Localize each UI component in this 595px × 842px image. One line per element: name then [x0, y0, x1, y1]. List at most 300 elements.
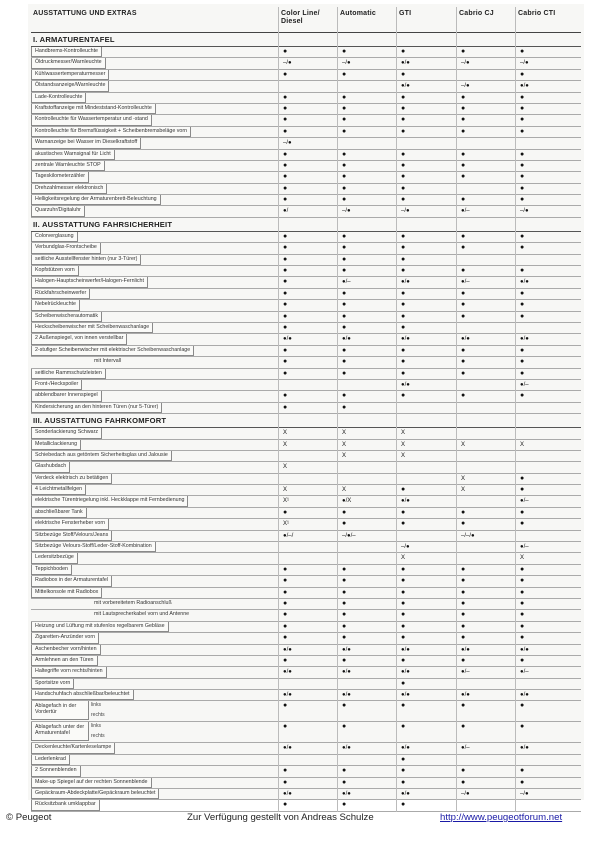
table-row [31, 346, 581, 357]
table-row [31, 800, 581, 811]
cell-value: ● [401, 358, 406, 366]
cell-value: ● [401, 232, 406, 240]
cell-value: ● [401, 486, 406, 494]
cell-value: ●/● [520, 646, 529, 653]
table-row [31, 485, 581, 496]
cell-value: ● [401, 508, 406, 516]
row-label: Helligkeitsregelung der Armaturenbrett-Beleuchtung [31, 195, 161, 205]
cell-value: ●/– [520, 544, 529, 551]
table-row [31, 576, 581, 587]
cell-value: ● [461, 588, 466, 596]
cell-value: ● [283, 150, 288, 158]
cell-value: ●/● [283, 336, 292, 343]
cell-value: –/● [461, 83, 470, 90]
cell-value: ●/● [461, 692, 470, 699]
row-label: Colorverglasung [31, 232, 78, 242]
cell-value: ● [342, 104, 347, 112]
cell-value: ● [401, 104, 406, 112]
cell-value: ●/● [401, 692, 410, 699]
cell-value: ● [401, 48, 406, 55]
cell-value: ● [401, 588, 406, 596]
cell-value: ● [342, 346, 347, 354]
cell-value: X [461, 487, 466, 494]
cell-value: –/● [401, 544, 410, 551]
table-row [31, 127, 581, 138]
cell-value: ● [342, 173, 347, 181]
cell-value: –/●/– [342, 532, 356, 539]
table-row [31, 701, 581, 722]
cell-value: ● [401, 634, 406, 642]
cell-value: ●/● [342, 669, 351, 676]
cell-value: –/● [342, 208, 351, 215]
cell-value: ● [401, 778, 406, 786]
cell-value: –/● [342, 60, 351, 67]
table-row [31, 289, 581, 300]
cell-value: X [520, 441, 525, 448]
row-label: Sportsitze vorn [31, 679, 74, 689]
cell-value: X [401, 430, 406, 437]
cell-value: ● [461, 301, 466, 309]
cell-value: X [283, 464, 288, 471]
cell-value: ●/● [401, 60, 410, 67]
row-label: Tageskilometerzähler [31, 172, 89, 182]
table-row [31, 150, 581, 161]
cell-value: ● [461, 767, 466, 775]
cell-value: ●/● [342, 745, 351, 752]
cell-value: ● [401, 565, 406, 573]
table-row [31, 553, 581, 564]
cell-value: ● [342, 634, 347, 642]
cell-value: ●/– [520, 669, 529, 676]
cell-value: ● [461, 93, 466, 101]
cell-value: ● [520, 184, 525, 192]
cell-value: ● [461, 104, 466, 112]
table-row [31, 93, 581, 104]
cell-value: ● [461, 599, 466, 607]
cell-value: ● [401, 346, 406, 354]
row-label: 2 Sonnenblenden [31, 766, 81, 776]
cell-value: ● [520, 520, 525, 528]
row-label: zentrale Warnleuchte STOP [31, 161, 105, 171]
cell-value: ● [342, 70, 347, 78]
row-label: Schiebedach aus getöntem Sicherheitsglas und Jalousie [31, 451, 172, 461]
cell-value: ● [520, 565, 525, 573]
table-row [31, 172, 581, 183]
cell-value: ●/– [461, 669, 470, 676]
cell-value: ● [283, 255, 288, 263]
row-label: Rücksitzbank umklappbar [31, 800, 100, 810]
row-label: 4 Leichtmetallfelgen [31, 485, 86, 495]
cell-value: ● [461, 116, 466, 124]
cell-value: ● [342, 323, 347, 331]
column-header-cabrio-cj: Cabrio CJ [459, 10, 494, 17]
row-label: elektrische Türentriegelung inkl. Heckklappe mit Fernbedienung [31, 496, 188, 506]
row-label: Handschuhfach abschließbar/beleuchtet [31, 690, 134, 700]
cell-value: ●/● [342, 692, 351, 699]
cell-value: ● [520, 196, 525, 204]
cell-value: ● [461, 520, 466, 528]
cell-value: ● [520, 392, 525, 400]
cell-value: ●/● [401, 498, 410, 505]
cell-value: –/● [283, 60, 292, 67]
cell-value: ● [520, 289, 525, 297]
cell-value: ●/● [461, 646, 470, 653]
cell-value: ● [520, 116, 525, 124]
cell-value: ● [401, 312, 406, 320]
row-label: Verdeck elektrisch zu betätigen [31, 474, 112, 484]
cell-value: ●/● [342, 646, 351, 653]
table-row [31, 312, 581, 323]
row-label: Sonderlackierung Schwarz [31, 428, 102, 438]
cell-value: ● [401, 127, 406, 135]
row-label: seitliche Ausstellfenster hinten (nur 3-Türer) [31, 255, 141, 265]
cell-value: ● [461, 173, 466, 181]
cell-value: ● [520, 611, 525, 619]
row-label: Öldruckmesser/Warnleuchte [31, 58, 106, 68]
cell-value: ● [283, 358, 288, 366]
cell-value: ●/– [461, 745, 470, 752]
table-row [31, 766, 581, 777]
table-row [31, 679, 581, 690]
cell-value: ● [520, 778, 525, 786]
table-row [31, 138, 581, 149]
forum-link[interactable]: http://www.peugeotforum.net [440, 812, 563, 823]
table-row [31, 206, 581, 217]
cell-value: ● [401, 702, 406, 710]
cell-value: ● [283, 267, 288, 275]
cell-value: ● [342, 48, 347, 55]
cell-value: ● [461, 346, 466, 354]
cell-value: ● [520, 723, 525, 731]
cell-value: ● [342, 127, 347, 135]
table-row [31, 255, 581, 266]
row-label: Heckscheibenwischer mit Scheibenwaschanlage [31, 323, 153, 333]
cell-value: ● [342, 358, 347, 366]
row-label: Make-up Spiegel auf der rechten Sonnenblende [31, 778, 152, 788]
cell-value: ● [283, 184, 288, 192]
cell-value: ● [283, 244, 288, 252]
row-label: elektrische Fensterheber vorn [31, 519, 109, 529]
column-divider [456, 7, 457, 812]
cell-value: ● [283, 196, 288, 204]
cell-value: –/● [461, 60, 470, 67]
cell-value: ● [520, 702, 525, 710]
cell-value: ●/– [461, 208, 470, 215]
cell-value: ● [342, 702, 347, 710]
table-row [31, 531, 581, 542]
table-row [31, 243, 581, 254]
table-row [31, 70, 581, 81]
table-row [31, 380, 581, 391]
table-row [31, 496, 581, 507]
cell-value: ● [520, 244, 525, 252]
section-heading [31, 33, 581, 47]
row-sublabel: links [91, 723, 102, 730]
row-label: Halogen-Hauptscheinwerfer/Halogen-Fernlicht [31, 277, 148, 287]
cell-value: –/● [461, 791, 470, 798]
cell-value: ● [401, 369, 406, 377]
cell-value: ● [342, 312, 347, 320]
cell-value: ● [461, 778, 466, 786]
row-label: Teppichboden [31, 565, 72, 575]
row-label: Ablagefach in der Vordertür [31, 701, 89, 720]
cell-value: ● [342, 255, 347, 263]
copyright-text: © Peugeot [6, 812, 52, 823]
cell-value: ● [283, 70, 288, 78]
cell-value: –/● [283, 140, 292, 147]
cell-value: ● [283, 232, 288, 240]
table-row [31, 161, 581, 172]
cell-value: ● [461, 312, 466, 320]
cell-value: ● [520, 599, 525, 607]
cell-value: ● [342, 577, 347, 585]
cell-value: ● [520, 127, 525, 135]
cell-value: ● [342, 392, 347, 400]
column-header-automatic: Automatic [340, 10, 377, 17]
cell-value: ●/● [401, 745, 410, 752]
cell-value: ● [520, 474, 525, 482]
table-row [31, 633, 581, 644]
row-label: Radiobox in der Armaturentafel [31, 576, 112, 586]
cell-value: ● [461, 150, 466, 158]
row-label: Haltegriffe vorn rechts/hinten [31, 667, 107, 677]
cell-value: ● [342, 767, 347, 775]
cell-value: X¹ [283, 498, 289, 505]
row-label: seitliche Rammschutzleisten [31, 369, 106, 379]
cell-value: ● [520, 588, 525, 596]
cell-value: ● [342, 369, 347, 377]
cell-value: ● [461, 634, 466, 642]
cell-value: ● [520, 656, 525, 664]
cell-value: ● [401, 323, 406, 331]
cell-value: ● [401, 767, 406, 775]
table-row [31, 645, 581, 656]
row-label: Sitzbezüge Velours-Stoff/Leder-Stoff-Kombination [31, 542, 156, 552]
row-label: Lederlenkrad [31, 755, 70, 765]
cell-value: X [342, 430, 347, 437]
cell-value: ● [461, 577, 466, 585]
cell-value: ● [461, 244, 466, 252]
column-divider [337, 7, 338, 812]
cell-value: ●/– [461, 279, 470, 286]
cell-value: ● [283, 369, 288, 377]
table-header [31, 7, 581, 33]
table-row [31, 323, 581, 334]
cell-value: ● [461, 232, 466, 240]
table-row [31, 656, 581, 667]
cell-value: ● [520, 48, 525, 55]
row-label: Nebelrückleuchte [31, 300, 80, 310]
cell-value: ● [401, 196, 406, 204]
cell-value: ●/● [401, 83, 410, 90]
table-row [31, 778, 581, 789]
table-row [31, 440, 581, 451]
cell-value: ● [461, 392, 466, 400]
cell-value: ● [283, 127, 288, 135]
cell-value: –/● [520, 60, 529, 67]
cell-value: ● [461, 161, 466, 169]
table-row [31, 743, 581, 754]
row-label: mit Lautsprecherkabel vorn und Antenne [94, 611, 190, 618]
cell-value: ●/● [342, 791, 351, 798]
cell-value: ● [461, 358, 466, 366]
cell-value: ● [401, 520, 406, 528]
cell-value: ● [401, 723, 406, 731]
table-row [31, 474, 581, 485]
row-label: Kühlwassertemperaturmesser [31, 70, 109, 80]
cell-value: ●/● [283, 646, 292, 653]
table-row [31, 115, 581, 126]
cell-value: ● [401, 577, 406, 585]
table-row [31, 667, 581, 678]
cell-value: ● [520, 161, 525, 169]
cell-value: ●/● [401, 336, 410, 343]
cell-value: ●/● [520, 336, 529, 343]
cell-value: ● [520, 301, 525, 309]
cell-value: ●/X [342, 498, 352, 505]
cell-value: ● [520, 508, 525, 516]
cell-value: ● [401, 173, 406, 181]
cell-value: ●/● [401, 791, 410, 798]
table-row [31, 428, 581, 439]
cell-value: ● [342, 611, 347, 619]
cell-value: X [401, 441, 406, 448]
cell-value: ● [520, 93, 525, 101]
section-heading [31, 218, 581, 232]
cell-value: ● [283, 403, 288, 411]
cell-value: ● [401, 755, 406, 763]
cell-value: ●/● [283, 692, 292, 699]
cell-value: ●/● [283, 745, 292, 752]
cell-value: ●/● [401, 381, 410, 388]
cell-value: ●/– [342, 279, 351, 286]
row-label: Kontrolleuchte für Wassertemperatur und -stand [31, 115, 152, 125]
cell-value: ● [401, 70, 406, 78]
table-row [31, 622, 581, 633]
table-row [31, 722, 581, 743]
cell-value: ●/– [520, 498, 529, 505]
row-label: Ölstandsanzeige/Warnleuchte [31, 81, 109, 91]
cell-value: ● [342, 588, 347, 596]
cell-value: ●/● [520, 83, 529, 90]
row-sublabel: rechts [91, 733, 105, 740]
cell-value: ● [461, 656, 466, 664]
cell-value: ● [401, 599, 406, 607]
cell-value: ● [283, 588, 288, 596]
column-divider [515, 7, 516, 812]
table-row [31, 58, 581, 69]
cell-value: ●/● [401, 646, 410, 653]
cell-value: ●/● [401, 669, 410, 676]
cell-value: X [283, 487, 288, 494]
cell-value: ● [401, 93, 406, 101]
cell-value: ● [342, 656, 347, 664]
table-row [31, 357, 581, 368]
cell-value: ● [520, 150, 525, 158]
row-label: Kindersicherung an den hinteren Türen (nur 5-Türer) [31, 403, 162, 413]
row-label: Handbrems-Kontrolleuchte [31, 47, 102, 57]
cell-value: ● [342, 184, 347, 192]
cell-value: ● [342, 267, 347, 275]
cell-value: ● [283, 48, 288, 55]
cell-value: ● [342, 801, 347, 809]
cell-value: ● [520, 577, 525, 585]
cell-value: ● [401, 801, 406, 809]
cell-value: ● [401, 161, 406, 169]
cell-value: ● [342, 161, 347, 169]
row-label: 2 Außenspiegel, von innen verstellbar [31, 334, 127, 344]
column-header-cabrio-cti: Cabrio CTI [518, 10, 556, 17]
row-label: Sitzbezüge Stoff/Velours/Jeans [31, 531, 112, 541]
cell-value: ● [520, 173, 525, 181]
cell-value: ● [283, 565, 288, 573]
table-row [31, 755, 581, 766]
table-row [31, 232, 581, 243]
table-row [31, 508, 581, 519]
cell-value: –/–/● [461, 532, 475, 539]
cell-value: –/● [520, 208, 529, 215]
cell-value: ● [342, 232, 347, 240]
cell-value: ● [401, 150, 406, 158]
cell-value: X [401, 555, 406, 562]
table-row [31, 789, 581, 800]
row-label: Scheibenwischerautomatik [31, 312, 102, 322]
credit-text: Zur Verfügung gestellt von Andreas Schulze [187, 812, 374, 823]
cell-value: X [342, 487, 347, 494]
cell-value: ●/● [520, 279, 529, 286]
section-title: I. ARMATURENTAFEL [33, 35, 115, 44]
cell-value: ● [401, 622, 406, 630]
row-sublabel: rechts [91, 712, 105, 719]
cell-value: ● [283, 599, 288, 607]
cell-value: ●/● [283, 669, 292, 676]
row-label: Deckenleuchte/Kartenleselampe [31, 743, 115, 753]
cell-value: ● [461, 196, 466, 204]
cell-value: –/● [520, 791, 529, 798]
row-label: Armlehnen an den Türen [31, 656, 98, 666]
row-label: Kopfstützen vorn [31, 266, 79, 276]
row-label: Ledersitzbezüge [31, 553, 78, 563]
cell-value: ● [283, 278, 288, 286]
cell-value: ● [401, 184, 406, 192]
row-sublabel: links [91, 702, 102, 709]
row-label: Drehzahlmesser elektronisch [31, 184, 107, 194]
cell-value: X [283, 441, 288, 448]
cell-value: ●/ [283, 208, 289, 215]
row-label: 2-stufiger Scheibenwischer mit elektrischer Scheibenwaschanlage [31, 346, 194, 356]
cell-value: ● [461, 723, 466, 731]
cell-value: ●/–/ [283, 532, 294, 539]
cell-value: ● [520, 634, 525, 642]
row-label: Aschenbecher vorn/hinten [31, 645, 101, 655]
cell-value: ● [283, 634, 288, 642]
cell-value: ● [283, 161, 288, 169]
row-label: Mittelkonsole mit Radiobox [31, 588, 102, 598]
section-heading [31, 414, 581, 428]
cell-value: ● [461, 702, 466, 710]
section-title: II. AUSSTATTUNG FAHRSICHERHEIT [33, 219, 173, 229]
cell-value: ●/● [520, 692, 529, 699]
column-header-color-line-part: Color Line/ [281, 10, 320, 17]
table-row [31, 403, 581, 414]
cell-value: ● [520, 267, 525, 275]
cell-value: ● [283, 622, 288, 630]
cell-value: X¹ [283, 521, 289, 528]
cell-value: ● [342, 150, 347, 158]
cell-value: ●/● [401, 279, 410, 286]
column-divider [278, 7, 279, 812]
cell-value: ● [401, 267, 406, 275]
